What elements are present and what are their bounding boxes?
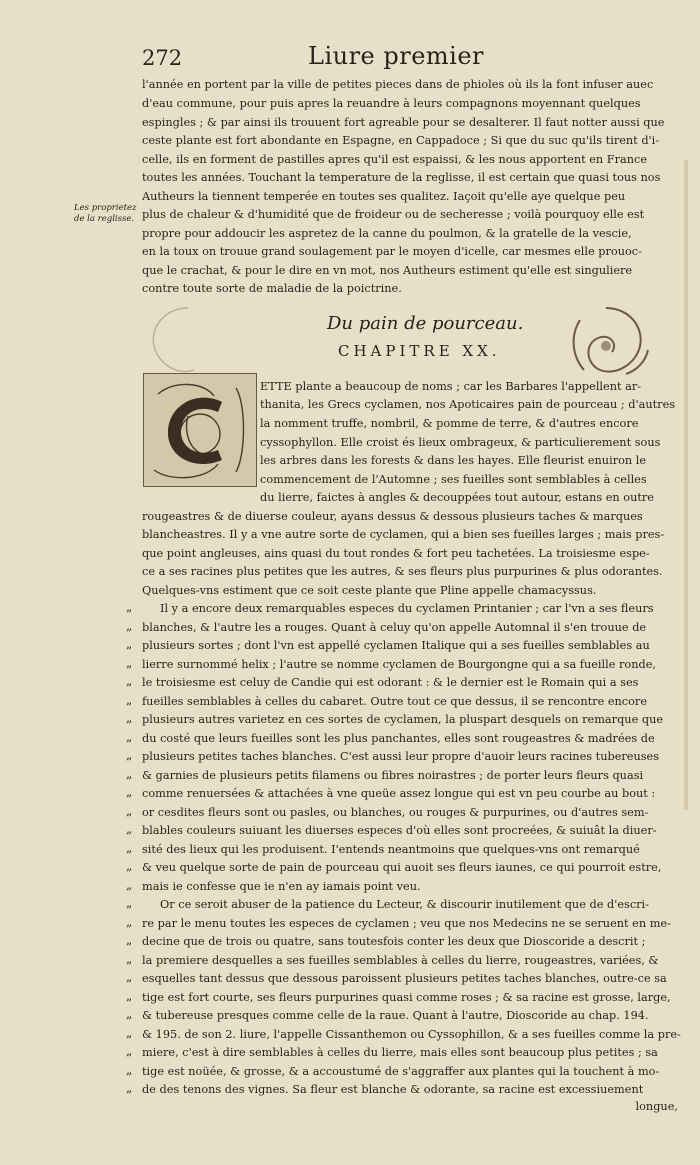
text-line: Il y a encore deux remarquables especes du cyclamen Printanier ; car l'vn a ses fleurs <box>160 602 654 615</box>
text-line: & garnies de plusieurs petits filamens ou fibres noirastres ; de porter leurs fleurs quasi <box>142 769 644 782</box>
text-line: les arbres dans les forests & dans les hayes. Elle fleurist enuiron le <box>260 454 647 467</box>
quote-mark: „ <box>126 878 133 892</box>
text-line: blanches, & l'autre les a rouges. Quant à celuy qu'on appelle Automnal il s'en trouue de <box>142 621 647 634</box>
text-line: Autheurs la tiennent temperée en toutes ses qualitez. Iaçoit qu'elle aye quelque peu <box>142 190 626 203</box>
quote-mark: „ <box>126 1044 133 1058</box>
quote-mark: „ <box>126 619 133 633</box>
folio-number: 272 <box>142 46 183 70</box>
catchword: longue, <box>635 1100 678 1113</box>
text-line: la nomment truffe, nombril, & pomme de terre, & d'autres encore <box>260 417 639 430</box>
quote-mark: „ <box>126 1026 133 1040</box>
text-line: tige est fort courte, ses fleurs purpurines quasi comme roses ; & sa racine est grosse, large, <box>142 991 671 1004</box>
quote-mark: „ <box>126 859 133 873</box>
running-title: Liure premier <box>308 42 485 70</box>
text-line: fueilles semblables à celles du cabaret. Outre tout ce que dessus, il se rencontre encore <box>142 695 648 708</box>
text-line: thanita, les Grecs cyclamen, nos Apoticaires pain de pourceau ; d'autres <box>260 398 676 411</box>
text-line: en la toux on trouue grand soulagement par le moyen d'icelle, car mesmes elle prouoc- <box>142 245 642 258</box>
floral-ornament-right <box>560 300 652 386</box>
text-line: decine que de trois ou quatre, sans toutesfois conter les deux que Dioscoride a descrit ; <box>142 935 646 948</box>
quote-mark: „ <box>126 600 133 614</box>
text-line: esquelles tant dessus que dessous paroissent plusieurs petites taches blanches, outre-ce sa <box>142 972 667 985</box>
quote-mark: „ <box>126 896 133 910</box>
text-line: plus de chaleur & d'humidité que de froideur ou de secheresse ; voilà pourquoy elle est <box>142 208 645 221</box>
quote-mark: „ <box>126 841 133 855</box>
text-line: celle, ils en forment de pastilles apres qu'il est espaissi, & les nous apportent en France <box>142 153 648 166</box>
text-line: or cesdites fleurs sont ou pasles, ou blanches, ou rouges & purpurines, ou d'autres sem- <box>142 806 649 819</box>
text-line: toutes les années. Touchant la temperature de la reglisse, il est certain que quasi tous nos <box>142 171 661 184</box>
quote-mark: „ <box>126 693 133 707</box>
text-line: ce a ses racines plus petites que les autres, & ses fleurs plus purpurines & plus odorantes. <box>142 565 663 578</box>
text-line: sité des lieux qui les produisent. I'entends neantmoins que quelques-vns ont remarqué <box>142 843 640 856</box>
text-line: blables couleurs suiuant les diuerses especes d'où elles sont procreées, & suiuât la diuer- <box>142 824 657 837</box>
text-line: d'eau commune, pour puis apres la reuandre à leurs compagnons moyennant quelques <box>142 97 641 110</box>
text-line: & 195. de son 2. liure, l'appelle Cissanthemon ou Cyssophillon, & a ses fueilles comme la pre- <box>142 1028 681 1041</box>
quote-mark: „ <box>126 1007 133 1021</box>
quote-mark: „ <box>126 1081 133 1095</box>
text-line: plusieurs sortes ; dont l'vn est appellé cyclamen Italique qui a ses fueilles semblables au <box>142 639 650 652</box>
quote-mark: „ <box>126 711 133 725</box>
quote-mark: „ <box>126 656 133 670</box>
text-line: cyssophyllon. Elle croist és lieux ombrageux, & particulierement sous <box>260 436 661 449</box>
text-line: miere, c'est à dire semblables à celles du lierre, mais elles sont beaucoup plus petites ; sa <box>142 1046 658 1059</box>
page-edge-shadow <box>684 160 688 810</box>
text-line: de des tenons des vignes. Sa fleur est blanche & odorante, sa racine est excessiuement <box>142 1083 644 1096</box>
text-line: plusieurs petites taches blanches. C'est aussi leur propre d'auoir leurs racines tubereuses <box>142 750 660 763</box>
text-line: la premiere desquelles a ses fueilles semblables à celles du lierre, rougeastres, variées, & <box>142 954 659 967</box>
quote-mark: „ <box>126 637 133 651</box>
text-line: Quelques-vns estiment que ce soit ceste plante que Pline appelle chamacyssus. <box>142 584 597 597</box>
decorated-initial-c <box>143 373 257 487</box>
text-line: propre pour addoucir les aspretez de la canne du poulmon, & la gratelle de la vescie, <box>142 227 632 240</box>
margin-note: de la reglisse. <box>74 214 135 224</box>
margin-note: Les proprietez <box>74 203 137 213</box>
quote-mark: „ <box>126 804 133 818</box>
text-line: du costé que leurs fueilles sont les plus panchantes, elles sont rougeastres & madrées de <box>142 732 655 745</box>
text-line: espingles ; & par ainsi ils trouuent fort agreable pour se desalterer. Il faut notter aussi que <box>142 116 665 129</box>
quote-mark: „ <box>126 1063 133 1077</box>
quote-mark: „ <box>126 822 133 836</box>
text-line: du lierre, faictes à angles & decouppées tout autour, estans en outre <box>260 491 654 504</box>
text-line: lierre surnommé helix ; l'autre se nomme cyclamen de Bourgongne qui a sa fueille ronde, <box>142 658 657 671</box>
text-line: que point angleuses, ains quasi du tout rondes & fort peu tachetées. La troisiesme espe- <box>142 547 650 560</box>
quote-mark: „ <box>126 785 133 799</box>
text-line: re par le menu toutes les especes de cyclamen ; veu que nos Medecins ne se seruent en me- <box>142 917 671 930</box>
text-line: mais ie confesse que ie n'en ay iamais point veu. <box>142 880 421 893</box>
text-line: l'année en portent par la ville de petites pieces dans de phioles où ils la font infuser auec <box>142 78 654 91</box>
quote-mark: „ <box>126 767 133 781</box>
section-title: Du pain de pourceau. <box>327 313 524 334</box>
quote-mark: „ <box>126 952 133 966</box>
text-line: rougeastres & de diuerse couleur, ayans dessus & dessous plusieurs taches & marques <box>142 510 643 523</box>
quote-mark: „ <box>126 970 133 984</box>
text-line: contre toute sorte de maladie de la poictrine. <box>142 282 402 295</box>
text-line: plusieurs autres varietez en ces sortes de cyclamen, la pluspart desquels on remarque que <box>142 713 664 726</box>
text-line: ceste plante est fort abondante en Espagne, en Cappadoce ; Si que du suc qu'ils tirent d'i- <box>142 134 660 147</box>
text-line: blancheastres. Il y a vne autre sorte de cyclamen, qui a bien ses fueilles larges ; mais pres- <box>142 528 665 541</box>
quote-mark: „ <box>126 674 133 688</box>
quote-mark: „ <box>126 748 133 762</box>
text-line: Or ce seroit abuser de la patience du Lecteur, & discourir inutilement que de d'escri- <box>160 898 649 911</box>
quote-mark: „ <box>126 989 133 1003</box>
text-line: commencement de l'Automne ; ses fueilles sont semblables à celles <box>260 473 647 486</box>
text-line: comme renuersées & attachées à vne queüe assez longue qui est vn peu courbe au bout : <box>142 787 656 800</box>
text-line: & tubereuse presques comme celle de la raue. Quant à l'autre, Dioscoride au chap. 194. <box>142 1009 649 1022</box>
quote-mark: „ <box>126 933 133 947</box>
quote-mark: „ <box>126 730 133 744</box>
quote-mark: „ <box>126 915 133 929</box>
chapter-heading: CHAPITRE XX. <box>338 342 501 360</box>
text-line: ETTE plante a beaucoup de noms ; car les Barbares l'appellent ar- <box>260 380 642 393</box>
text-line: que le crachat, & pour le dire en vn mot, nos Autheurs estiment qu'elle est singuliere <box>142 264 633 277</box>
text-line: le troisiesme est celuy de Candie qui est odorant : & le dernier est le Romain qui a ses <box>142 676 639 689</box>
text-line: & veu quelque sorte de pain de pourceau qui auoit ses fleurs iaunes, ce qui pourroit estre, <box>142 861 662 874</box>
text-line: tige est noüée, & grosse, & a accoustumé de s'aggraffer aux plantes qui la touchent à mo- <box>142 1065 660 1078</box>
